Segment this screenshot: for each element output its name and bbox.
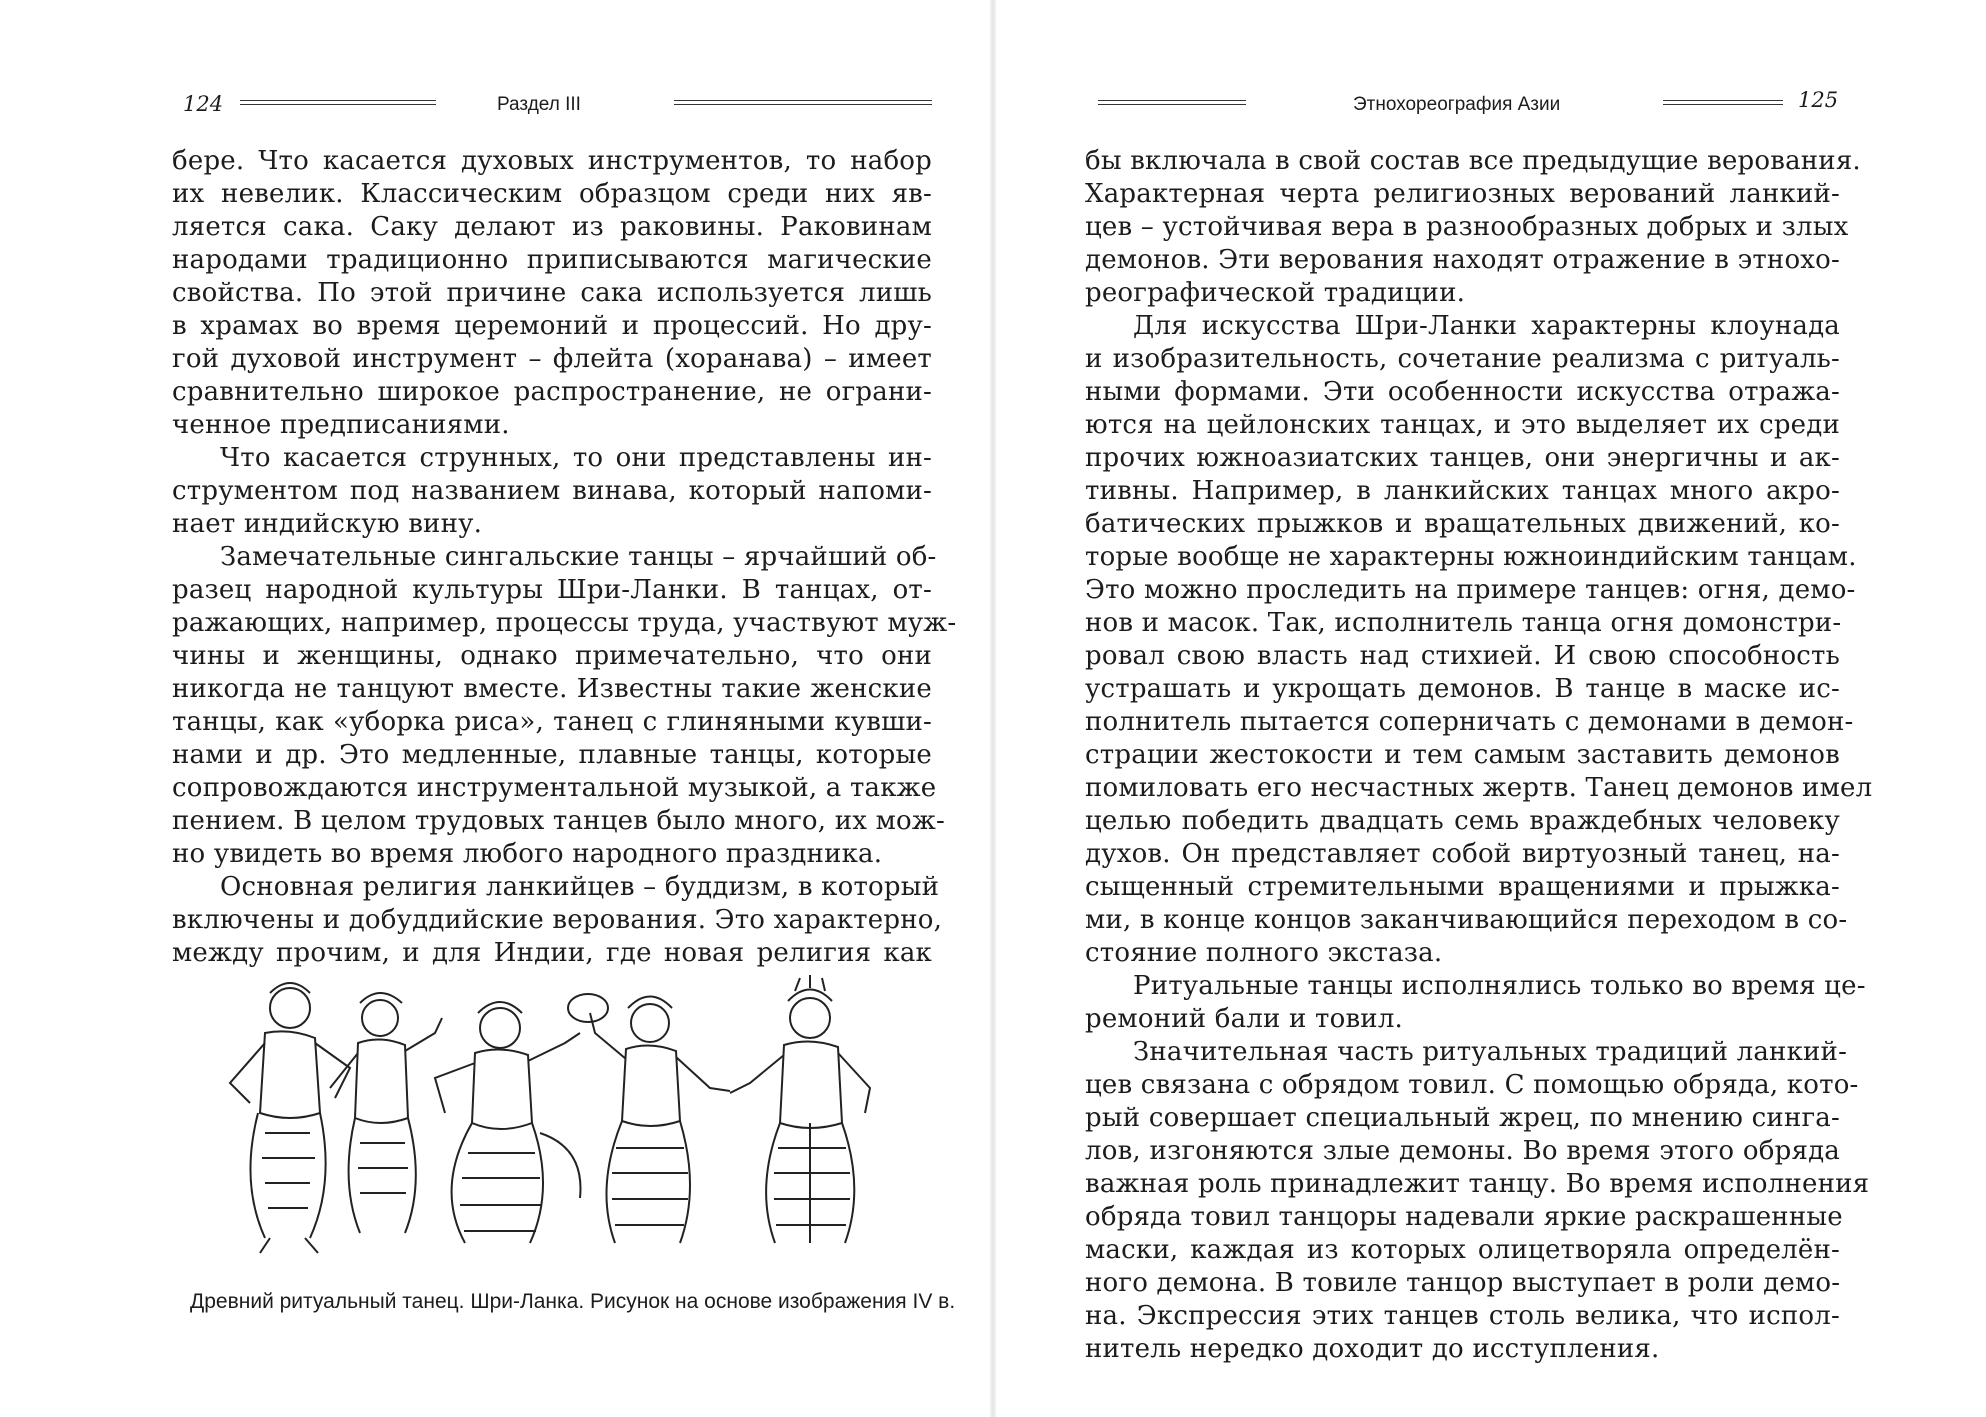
text-line: свойства. По этой причине сака используется лишь (172, 278, 932, 308)
text-line: струментом под названием винава, который напоми- (172, 476, 932, 506)
right-section-title: Этнохореография Азии (1353, 94, 1561, 115)
text-line: в храмах во время церемоний и процессий. Но дру- (172, 311, 932, 341)
text-line: ровал свою власть над стихией. И свою способность (1085, 641, 1840, 671)
right-header-rule-1 (1098, 100, 1246, 105)
text-line: нов и масок. Так, исполнитель танца огня домонстри- (1085, 608, 1842, 638)
text-line: ляется сака. Саку делают из раковины. Раковинам (172, 212, 932, 242)
text-line: включены и добуддийские верования. Это характерно, (172, 905, 943, 935)
text-line: между прочим, и для Индии, где новая религия как (172, 938, 932, 968)
text-line: разец народной культуры Шри-Ланки. В танцах, от- (172, 575, 932, 605)
text-line: торые вообще не характерны южноиндийским танцам. (1085, 542, 1857, 572)
text-line: ного демона. В товиле танцор выступает в роли демо- (1085, 1268, 1841, 1298)
text-line: но увидеть во время любого народного праздника. (172, 839, 883, 869)
text-line: важная роль принадлежит танцу. Во время исполнения (1085, 1169, 1870, 1199)
text-line: ражающих, например, процессы труда, участвуют муж- (172, 608, 957, 638)
left-section-title: Раздел III (497, 94, 581, 115)
text-line: Основная религия ланкийцев – буддизм, в который (220, 872, 940, 902)
text-line: маски, каждая из которых олицетворяла определён- (1085, 1235, 1840, 1265)
text-line: Ритуальные танцы исполнялись только во время це- (1133, 971, 1866, 1001)
left-page-number: 124 (183, 92, 224, 116)
text-line: помиловать его несчастных жертв. Танец демонов имел (1085, 773, 1873, 803)
text-line: страции жестокости и тем самым заставить демонов (1085, 740, 1840, 770)
text-line: гой духовой инструмент – флейта (хоранава) – имеет (172, 344, 932, 374)
text-line: нает индийскую вину. (172, 509, 483, 539)
text-line: ченное предписаниями. (172, 410, 510, 440)
left-running-head (0, 86, 993, 126)
text-line: Характерная черта религиозных верований ланкий- (1085, 179, 1840, 209)
dancer-figure-3 (435, 1002, 581, 1243)
text-line: реографической традиции. (1085, 278, 1466, 308)
text-line: ремоний бали и товил. (1085, 1004, 1404, 1034)
text-line: демонов. Эти верования находят отражение в этнохо- (1085, 245, 1841, 275)
text-line: ются на цейлонских танцах, и это выделяет их среди (1085, 410, 1840, 440)
text-line: бы включала в свой состав все предыдущие верования. (1085, 146, 1861, 176)
text-line: сопровождаются инструментальной музыкой, а также (172, 773, 937, 803)
text-line: нитель нередко доходит до исступления. (1085, 1334, 1660, 1364)
text-line: цев связана с обрядом товил. С помощью обряда, кото- (1085, 1070, 1859, 1100)
right-header-rule-2 (1663, 100, 1783, 105)
text-line: обряда товил танцоры надевали яркие раскрашенные (1085, 1202, 1843, 1232)
left-header-rule-1 (240, 100, 436, 105)
text-line: сравнительно широкое распространение, не ограни- (172, 377, 932, 407)
text-line: сыщенный стремительными вращениями и прыжка- (1085, 872, 1840, 902)
right-page (993, 0, 1986, 1417)
dancer-figure-5 (730, 975, 870, 1243)
left-header-rule-2 (674, 100, 932, 105)
text-line: никогда не танцуют вместе. Известны такие женские (172, 674, 932, 704)
dancer-figure-2 (330, 993, 442, 1233)
text-line: их невелик. Классическим образцом среди них яв- (172, 179, 932, 209)
text-line: пением. В целом трудовых танцев было много, их мож- (172, 806, 945, 836)
text-line: целью победить двадцать семь враждебных человеку (1085, 806, 1840, 836)
right-page-number: 125 (1798, 88, 1839, 112)
text-line: Замечательные сингальские танцы – ярчайший об- (220, 542, 937, 572)
dancer-figure-4 (568, 994, 730, 1243)
text-line: рый совершает специальный жрец, по мнению синга- (1085, 1103, 1840, 1133)
dancer-figure-1 (230, 983, 350, 1253)
text-line: Значительная часть ритуальных традиций ланкий- (1133, 1037, 1848, 1067)
text-line: прочих южноазиатских танцев, они энергичны и ак- (1085, 443, 1840, 473)
text-line: народами традиционно приписываются магические (172, 245, 932, 275)
text-line: духов. Он представляет собой виртуозный танец, на- (1085, 839, 1840, 869)
dance-illustration (210, 973, 940, 1258)
text-line: бере. Что касается духовых инструментов, то набор (172, 146, 932, 176)
text-line: лов, изгоняются злые демоны. Во время этого обряда (1085, 1136, 1840, 1166)
text-line: чины и женщины, однако примечательно, что они (172, 641, 932, 671)
text-line: Это можно проследить на примере танцев: огня, демо- (1085, 575, 1856, 605)
text-line: цев – устойчивая вера в разнообразных добрых и злых (1085, 212, 1849, 242)
right-body-text (1085, 145, 1873, 1366)
text-line: полнитель пытается соперничать с демонами в демон- (1085, 707, 1854, 737)
text-line: батических прыжков и вращательных движений, ко- (1085, 509, 1840, 539)
text-line: Для искусства Шри-Ланки характерны клоунада (1133, 311, 1840, 341)
text-line: ми, в конце концов заканчивающийся переходом в со- (1085, 905, 1848, 935)
text-line: на. Экспрессия этих танцев столь велика, что испол- (1085, 1301, 1840, 1331)
text-line: Что касается струнных, то они представлены ин- (220, 443, 932, 473)
text-line: нами и др. Это медленные, плавные танцы, которые (172, 740, 932, 770)
text-line: стояние полного экстаза. (1085, 938, 1443, 968)
text-line: и изобразительность, сочетание реализма с ритуаль- (1085, 344, 1840, 374)
text-line: устрашать и укрощать демонов. В танце в маске ис- (1085, 674, 1840, 704)
figure-caption: Древний ритуальный танец. Шри-Ланка. Рисунок на основе изображения IV в. (190, 1290, 956, 1313)
text-line: ными формами. Эти особенности искусства отража- (1085, 377, 1840, 407)
text-line: тивны. Например, в ланкийских танцах много акро- (1085, 476, 1840, 506)
right-running-head (993, 86, 1986, 126)
text-line: танцы, как «уборка риса», танец с глиняными кувши- (172, 707, 932, 737)
left-body-text (172, 145, 957, 970)
